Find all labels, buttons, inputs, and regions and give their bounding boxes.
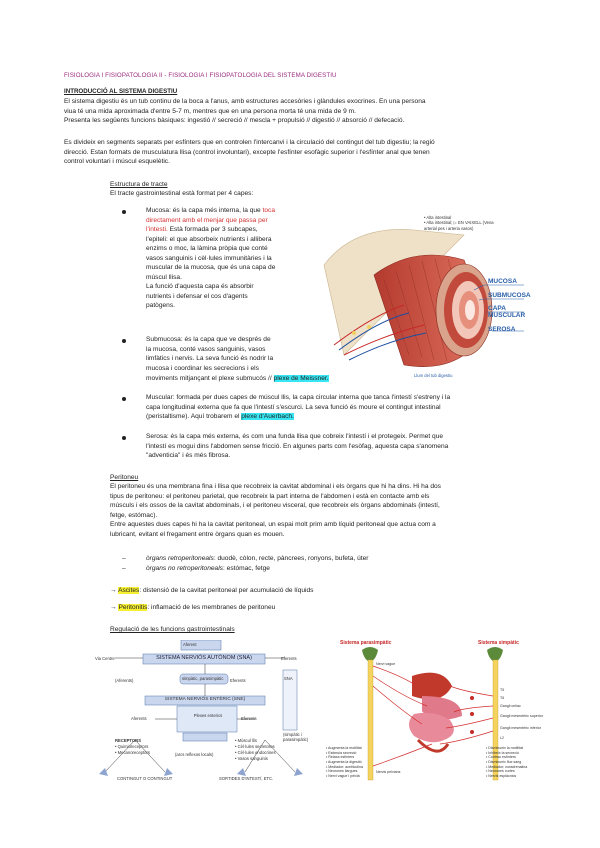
retroperitoneal-item: òrgans retroperitoneals: duodè, còlon, recte, pàncrees, ronyons, bufeta, úter bbox=[146, 555, 369, 562]
intro-paragraph-2: Es divideix en segments separats per esfínters que en controlen l'intercanvi i la circulació del contingut del tub digestiu; la regió direcció. Estan formats de musculatura llisa (control involuntari), excepte l'esfínter esofàgic superior i l'esfínter anal que tenen control voluntari i múscul esquelètic. bbox=[64, 139, 435, 166]
bullet bbox=[122, 397, 126, 401]
submucosa-text: Submucosa: és la capa que ve després de la mucosa, conté vasos sanguinis, vasos limfàtics i nervis. La seva funció és nodrir la mucosa i coordinar les secrecions i els bbox=[146, 336, 274, 372]
peritonitis-line: → Peritonitis: inflamació de les membranes de peritoneu bbox=[110, 604, 276, 611]
mucosa-text: Mucosa: és la capa més interna, la que toca directament amb el menjar que passa per l'intesti. Està formada per 3 subcapes, l'epiteli: el que absorbeix nutrients i allibera enzims o moc, la làmina pròpia que conté vasos sanguinis i cèl·lules immunitàries i la muscular de la mucosa, que és una capa de múscul llisa. La funció d'aquesta capa és absorbir nutrients i defensar el cos d'agents patògens. bbox=[146, 207, 276, 310]
intestine-wall-figure: • Alta intestinal • Alta intestinal; ▷ EN VAIXELL (Vena arterial pes i arteria vasos) MUCOSA SUBMUCOSA CAPA MUSCULAR SEROSA Llum del tub digestiu bbox=[314, 205, 554, 385]
page-header: FISIOLOGIA I FISIOPATOLOGIA II - FISIOLOGIA I FISIOPATOLOGIA DEL SISTEMA DIGESTIU bbox=[64, 72, 337, 79]
bullet bbox=[122, 210, 126, 214]
intro-heading: INTRODUCCIÓ AL SISTEMA DIGESTIU bbox=[64, 88, 178, 95]
peritoneu-text: El peritoneu és una membrana fina i llisa que recobreix la cavitat abdominal i els òrgans que hi ha dins. Hi ha dos tipus de peritoneu: el peritoneu parietal, que recobreix la part interna de l'abdomen i està en contacte amb els músculs i els ossos de la cavitat abdominals, i el peritoneu visceral, que recobreix els òrgans abdominals (intestí, fetge, estómac). Entre aquestes dues capes hi ha la cavitat peritoneal, un espai molt prim amb líquid peritoneal que actua com a lubricant, evitant el fregament entre òrgans quan es mouen. bbox=[110, 483, 441, 538]
intro-paragraph: El sistema digestiu és un tub continu de la boca a l'anus, amb estructures accesòries i glàndules exocrines. En una persona viua té una mida aproximada d'entre 5-7 m, mentres que en una persona morta té una mida de 9 m. Presenta les següents funcions bàsiques: ingestió // secreció // mescla + propulsió // digestió // absorció // defecació. bbox=[64, 98, 426, 125]
autonomic-figure: Sistema parasimpàtic Sistema simpàtic • Augmenta la motilitat • Estimula secreció • Relaxa esfínters • Augmenta la digestió • Mediador: acetilcolina • Neurones llargues • Nervi vague i pelvià • Disminueix la motilitat • Inhibeix la secreció • Contrau esfínters • Disminueix flux sang • Mediador: noradrenalina • Neurones curtes • Nervis esplàcnics Nervi vague Nervis pelvians T5 T6 Gangli celíac Gangli mesentèric superior Gangli mesentèric inferior L2 bbox=[326, 640, 543, 779]
bullet bbox=[122, 436, 126, 440]
submucosa-last-line: moviments mitjançant el plexe submucós // plexe de Meissner. bbox=[146, 375, 329, 382]
label-serosa: SEROSA bbox=[488, 326, 516, 333]
muscular-text: Muscular: formada per dues capes de múscul llis, la capa circular interna que tanca l'intestí s'estreny i la capa longitudinal externa que fa que l'intestí s'escurci. La seva funció és moure el contingut intestinal (peristaltisme). Aquí trobarem el plexe d'Auerbach. bbox=[146, 394, 451, 421]
bullet bbox=[122, 339, 126, 343]
tract-heading: Estructura de tracte bbox=[110, 181, 168, 188]
regulacio-heading: Regulació de les funcions gastrointestinals bbox=[110, 626, 235, 633]
tract-subtitle: El tracte gastrointestinal està format per 4 capes: bbox=[110, 190, 254, 197]
label-submucosa: SUBMUCOSA bbox=[488, 292, 531, 299]
label-mucosa: MUCOSA bbox=[488, 278, 517, 285]
no-retroperitoneal-item: òrgans no retroperitoneals: estómac, fetge bbox=[146, 565, 270, 572]
peritoneu-heading: Peritoneu bbox=[110, 474, 139, 481]
figure-caption: Llum del tub digestiu bbox=[414, 373, 453, 378]
ascites-line: → Ascites: distensió de la cavitat peritoneal per acumulació de líquids bbox=[110, 587, 314, 594]
regulation-diagram: Aferent SISTEMA NERVIÓS AUTÒNOM (SNA) Via Centre Eferents (Aferents) Eferents simpàtic, parasimpàtic SISTEMA NERVIÓS ENTÈRIC (SNE) Plexes enterics Aferents Eferents SNA RECEPTORS • Quimioreceptors • Mecanoreceptors (arcs reflexos locals) • Múscul llis • Cèl·lules secretores • Cèl·lules endocrines • Vasos sanguinis CONTINGUT O CONTINGUT SORTIDES D'INTESTÍ, ETC. (simpàtic i parasimpàtic) bbox=[95, 642, 309, 781]
sne-box: SISTEMA NERVIÓS ENTÈRIC (SNE) bbox=[164, 697, 246, 702]
serosa-text: Serosa: és la capa més externa, és com una funda llisa que cobreix l'intestí i el protegeix. Permet que l'intestí es mogui dins l'abdomen sense fricció. En algunes parts com l'esòfag, aquesta capa s'anomena "adventicia" i és més fibrosa. bbox=[146, 433, 449, 460]
label-capa-muscular: CAPA MUSCULAR bbox=[488, 305, 526, 320]
sna-box: SISTEMA NERVIÓS AUTÒNOM (SNA) bbox=[156, 655, 252, 661]
